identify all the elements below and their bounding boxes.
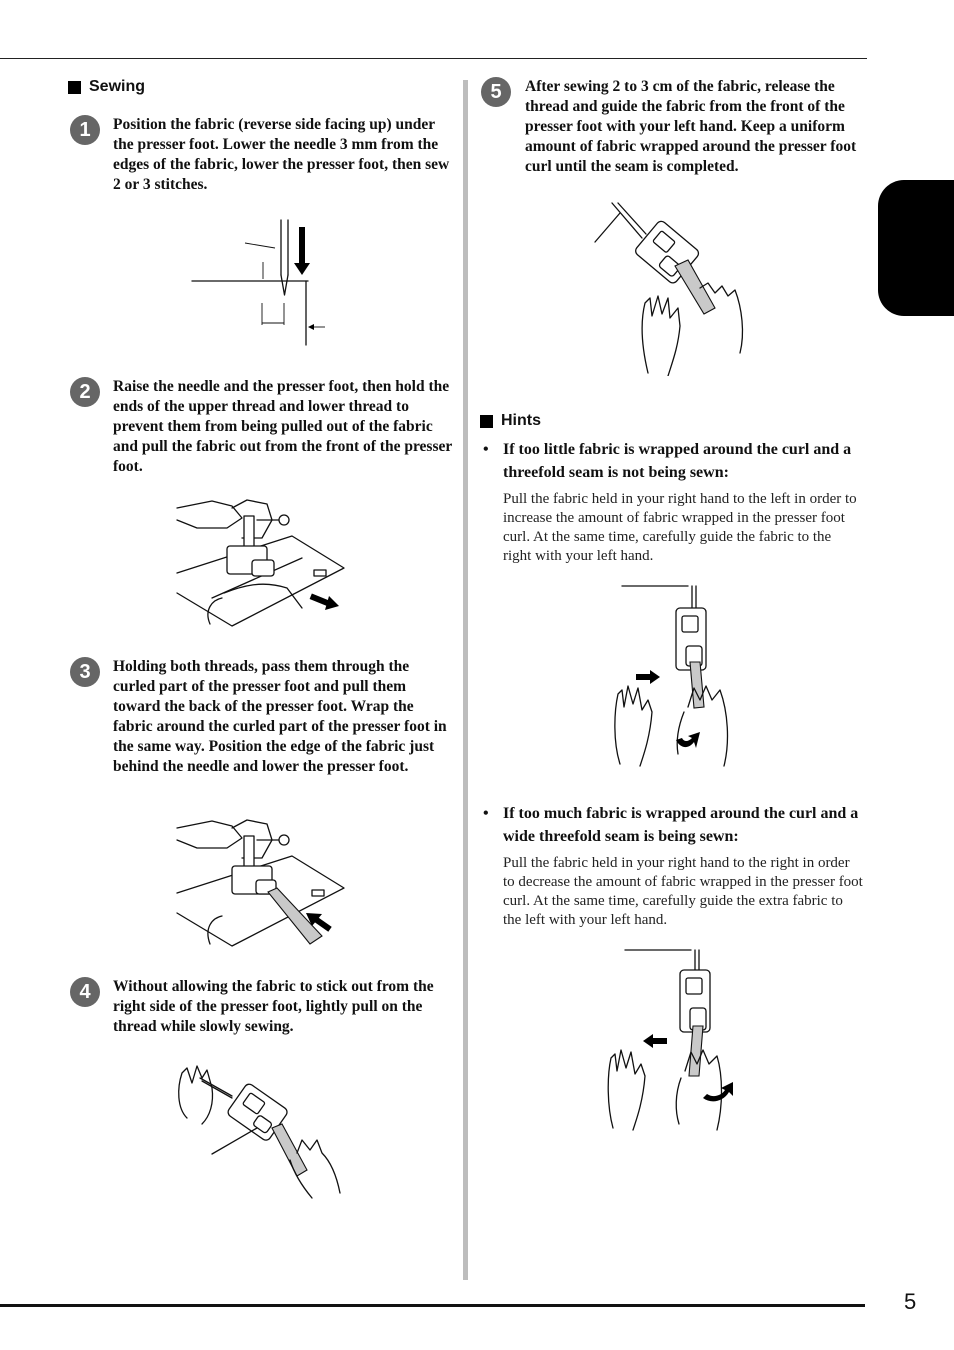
hint-1-heading: • If too little fabric is wrapped around the curl and a threefold seam is not being sewn: [483, 438, 863, 484]
bottom-rule [0, 1304, 865, 1307]
bullet-icon: • [483, 441, 489, 458]
square-bullet-icon [480, 415, 493, 428]
square-bullet-icon [68, 81, 81, 94]
step-2-text: Raise the needle and the presser foot, then hold the ends of the upper thread and lower thread to prevent them from being pulled out of the fabric and pull the fabric out from the front of the presser foot. [113, 378, 452, 475]
page-number: 5 [904, 1289, 917, 1314]
hint-2-body: Pull the fabric held in your right hand to the right in order to decrease the amount of fabric wrapped in the presser foot curl. At the same time, carefully guide the extra fabric to the left with your left hand. [503, 855, 863, 928]
column-divider [463, 80, 468, 1280]
step-1-badge: 1 [70, 115, 100, 145]
hint-item-1 [483, 438, 863, 566]
step-3-machine-illustration [172, 818, 347, 950]
step-4-hands-illustration [172, 1058, 347, 1200]
step-4-badge: 4 [70, 977, 100, 1007]
hint-1-hands-illustration [608, 582, 738, 768]
step-2-machine-illustration [172, 498, 347, 630]
step-1-text: Position the fabric (reverse side facing up) under the presser foot. Lower the needle 3 mm from the edges of the fabric, lower the presser foot, then sew 2 or 3 stitches. [113, 116, 450, 193]
chapter-tab [878, 180, 954, 316]
bullet-icon: • [483, 805, 489, 822]
hint-2-hands-illustration [603, 946, 738, 1132]
step-2-badge: 2 [70, 377, 100, 407]
section-sewing-title: Sewing [89, 78, 146, 95]
hint-1-body: Pull the fabric held in your right hand to the left in order to increase the amount of fabric wrapped in the presser foot curl. At the same time, carefully guide the fabric to the right with your left hand. [503, 491, 857, 564]
section-sewing-header [68, 78, 145, 96]
step-4-text: Without allowing the fabric to stick out from the right side of the presser foot, lightly pull on the thread while slowly sewing. [113, 978, 434, 1035]
section-hints-header [480, 412, 541, 430]
step-3-text: Holding both threads, pass them through the curled part of the presser foot and pull them toward the back of the presser foot. Wrap the fabric around the curled part of the presser foot in the same way. Position the edge of the fabric just behind the needle and lower the presser foot. [113, 658, 447, 775]
section-hints-title: Hints [501, 412, 541, 429]
top-rule [0, 58, 867, 59]
step-5-hands-illustration [590, 198, 755, 376]
hint-item-2 [483, 802, 863, 930]
step-3-badge: 3 [70, 657, 100, 687]
step-1-needle-diagram [185, 215, 335, 350]
step-5-text: After sewing 2 to 3 cm of the fabric, release the thread and guide the fabric from the front of the presser foot with your left hand. Keep a uniform amount of fabric wrapped around the presser foot curl until the seam is completed. [525, 78, 857, 175]
step-5-badge: 5 [481, 77, 511, 107]
hint-2-heading: • If too much fabric is wrapped around the curl and a wide threefold seam is being sewn: [483, 802, 863, 848]
